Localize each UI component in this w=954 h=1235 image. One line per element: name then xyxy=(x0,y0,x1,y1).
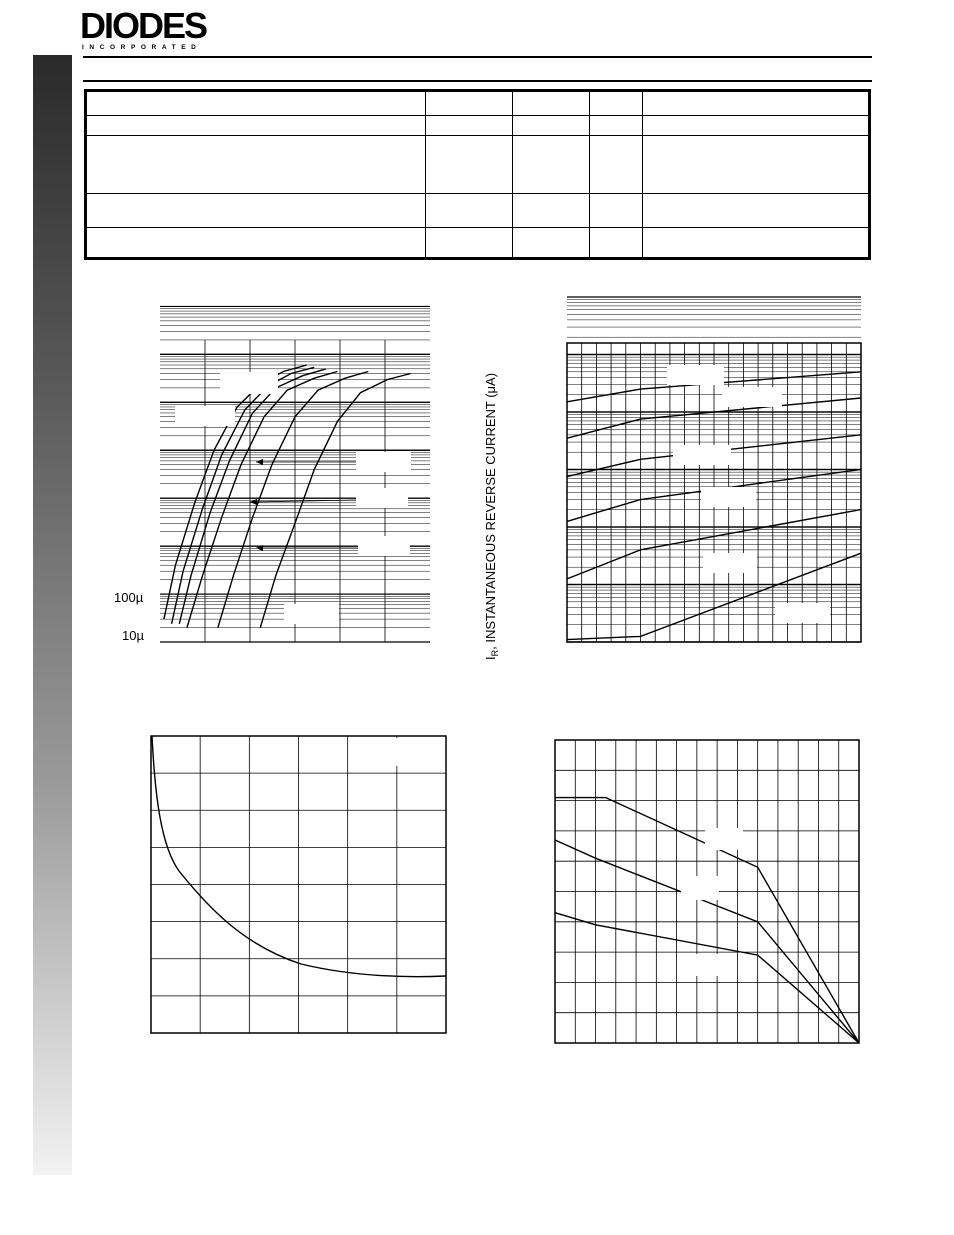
electrical-characteristics-table xyxy=(84,89,871,260)
series-line xyxy=(555,913,859,1043)
series-line xyxy=(152,736,446,977)
legend-box xyxy=(358,536,410,556)
header-rule-bottom xyxy=(83,80,872,82)
legend-box xyxy=(681,954,719,976)
table-row xyxy=(87,136,869,194)
ytick-label-100u: 100µ xyxy=(114,590,144,605)
legend-box xyxy=(667,365,724,385)
series-line xyxy=(172,367,315,624)
legend-box xyxy=(220,372,278,394)
legend-box xyxy=(722,387,782,407)
legend-box xyxy=(705,828,743,850)
legend-box xyxy=(175,406,235,426)
forward-current-chart xyxy=(160,340,430,642)
arrow-head xyxy=(250,499,257,505)
series-line xyxy=(164,365,307,619)
header-rule-top xyxy=(83,56,872,58)
legend-box xyxy=(356,488,408,508)
decay-curve-chart xyxy=(151,736,446,1033)
legend-box xyxy=(701,487,756,507)
table-row xyxy=(87,116,869,136)
logo-subtext: INCORPORATED xyxy=(82,44,202,51)
table-row xyxy=(87,92,869,116)
legend-box xyxy=(775,603,830,623)
legend-box xyxy=(673,445,731,465)
ytick-label-10u: 10µ xyxy=(122,628,144,643)
reverse-current-axis-label xyxy=(483,330,503,660)
logo-text: DIODES xyxy=(80,5,207,46)
side-band xyxy=(33,55,72,1175)
table-row xyxy=(87,228,869,258)
legend-box xyxy=(681,876,719,900)
table-row xyxy=(87,194,869,228)
legend-box xyxy=(284,604,339,624)
derating-chart xyxy=(555,740,859,1043)
legend-box xyxy=(391,738,431,766)
company-logo xyxy=(80,5,240,52)
legend-box xyxy=(703,553,757,573)
reverse-current-chart xyxy=(567,343,861,642)
legend-box xyxy=(356,452,411,472)
arrow-head xyxy=(256,459,263,465)
y-axis-label: $I_R$, INSTANTANEOUS REVERSE CURRENT (μA) xyxy=(483,372,500,660)
